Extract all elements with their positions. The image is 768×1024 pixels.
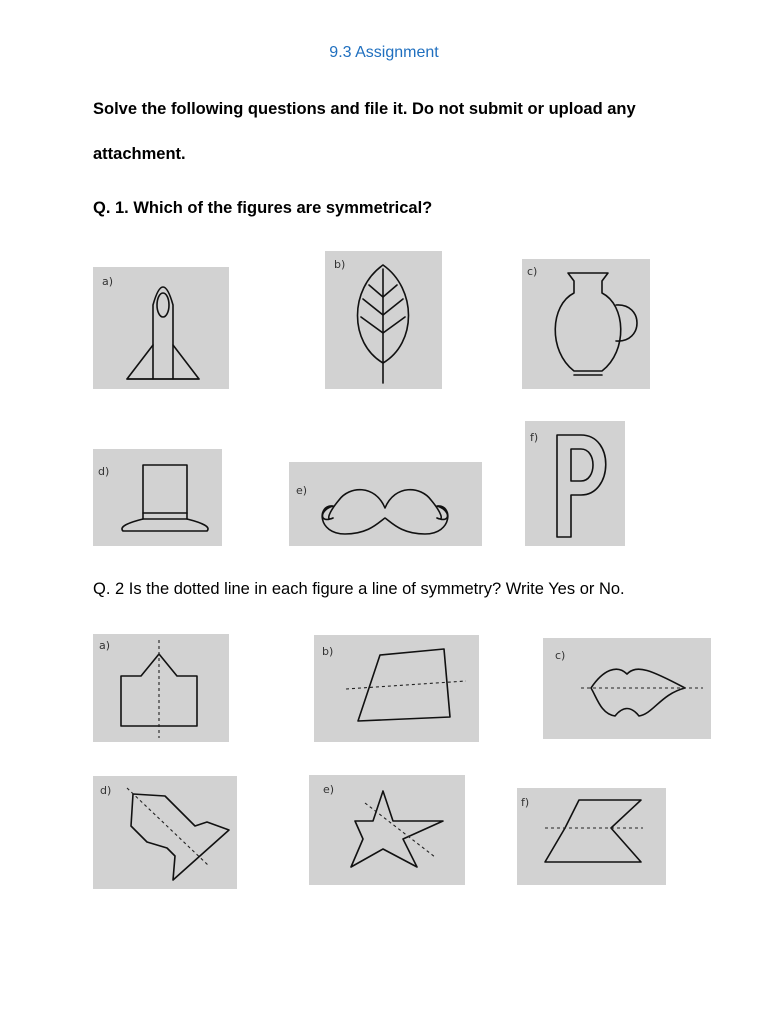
figure-label: c) bbox=[555, 649, 566, 662]
rocket-icon bbox=[93, 267, 229, 389]
figure-label: a) bbox=[99, 639, 111, 652]
figure-label: d) bbox=[98, 465, 110, 478]
figure-label: e) bbox=[296, 484, 308, 497]
figure-label: e) bbox=[323, 783, 335, 796]
page-title: 9.3 Assignment bbox=[329, 44, 439, 61]
q2-figure-b bbox=[314, 635, 479, 742]
figure-label: c) bbox=[527, 265, 538, 278]
q2-figure-e bbox=[309, 775, 465, 885]
q1-figure-f bbox=[525, 421, 625, 546]
top-hat-icon bbox=[93, 449, 222, 546]
q2-figure-f bbox=[517, 788, 666, 885]
instruction-line-2: attachment. bbox=[93, 145, 186, 163]
figure-label: d) bbox=[100, 784, 112, 797]
q2-figure-c bbox=[543, 638, 711, 739]
jug-icon bbox=[522, 259, 650, 389]
q1-figure-e bbox=[289, 462, 482, 546]
moustache-icon bbox=[289, 462, 482, 546]
figure-label: b) bbox=[322, 645, 334, 658]
q1-figure-a bbox=[93, 267, 229, 389]
question-1-prompt: Q. 1. Which of the figures are symmetrical? bbox=[93, 199, 433, 217]
question-2-prompt: Q. 2 Is the dotted line in each figure a line of symmetry? Write Yes or No. bbox=[93, 580, 625, 598]
q1-figure-c bbox=[522, 259, 650, 389]
figure-label: a) bbox=[102, 275, 114, 288]
figure-label: b) bbox=[334, 258, 346, 271]
star-icon bbox=[309, 775, 465, 885]
parallelogram-icon bbox=[517, 788, 666, 885]
figure-label: f) bbox=[521, 796, 530, 809]
q1-figure-b bbox=[325, 251, 442, 389]
leaf-icon bbox=[325, 251, 442, 389]
instruction-line-1: Solve the following questions and file it. Do not submit or upload any bbox=[93, 100, 636, 118]
house-shape-icon bbox=[93, 634, 229, 742]
arrow-shape-icon bbox=[93, 776, 237, 889]
q2-figure-d bbox=[93, 776, 237, 889]
q1-figure-d bbox=[93, 449, 222, 546]
figure-label: f) bbox=[530, 431, 539, 444]
q2-figure-a bbox=[93, 634, 229, 742]
lips-shape-icon bbox=[543, 638, 711, 739]
letter-p-icon bbox=[525, 421, 625, 546]
trapezium-icon bbox=[314, 635, 479, 742]
